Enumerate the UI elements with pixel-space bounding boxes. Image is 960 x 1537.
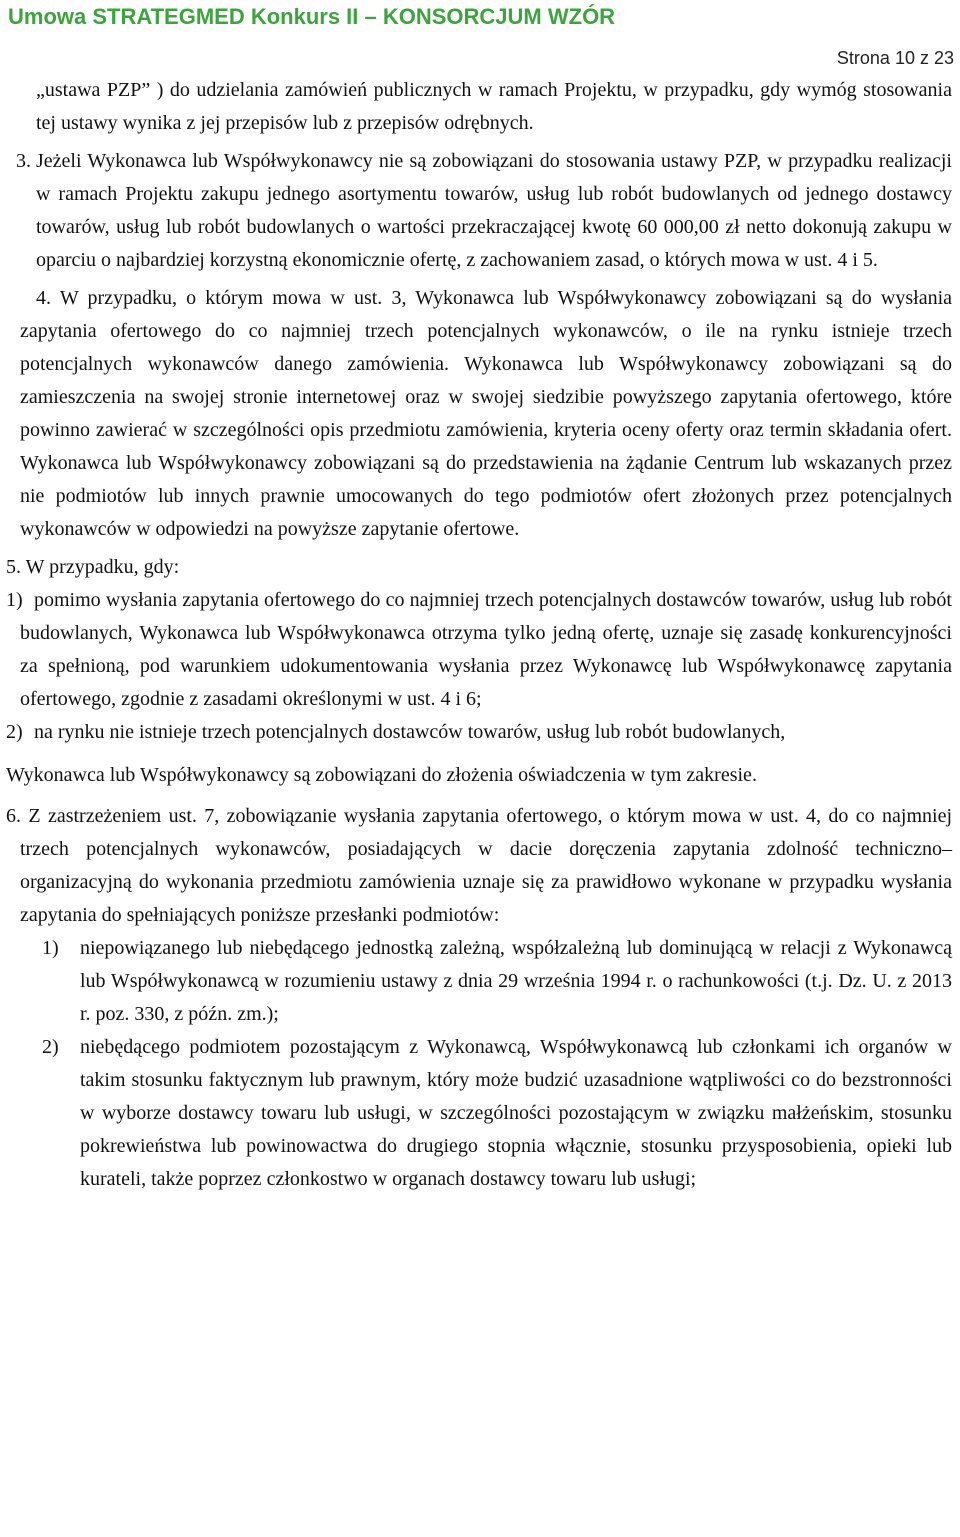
paragraph-6-item-1: [0, 932, 960, 1031]
paragraph-4-text: W przypadku, o którym mowa w ust. 3, Wykonawca lub Współwykonawcy zobowiązani są do wysłania zapytania ofertowego do co najmniej trzech potencjalnych wykonawców, o ile na rynku istnieje trzech potencjalnych wykonawców danego zamówienia. Wykonawca lub Współwykonawcy zobowiązani są do zamieszczenia na swojej stronie internetowej oraz w swojej siedzibie powyższego zapytania ofertowego, które powinno zawierać w szczególności opis przedmiotu zamówienia, kryteria oceny oferty oraz termin składania ofert. Wykonawca lub Współwykonawcy zobowiązani są do przedstawienia na żądanie Centrum lub wskazanych przez nie podmiotów lub innych prawnie umocowanych do tego podmiotów ofert złożonych przez potencjalnych wykonawców w odpowiedzi na powyższe zapytanie ofertowe.: [20, 287, 953, 540]
paragraph-6-item-2-number: 2): [42, 1036, 59, 1058]
paragraph-5-item-2-number: 2): [6, 721, 23, 743]
paragraph-6-item-2: [0, 1031, 960, 1196]
paragraph-4-number: 4.: [36, 287, 51, 309]
paragraph-5: [0, 551, 960, 584]
paragraph-4: [0, 282, 960, 546]
paragraph-6: [0, 800, 960, 932]
paragraph-5-item-1-text: pomimo wysłania zapytania ofertowego do co najmniej trzech potencjalnych dostawców towarów, usług lub robót budowlanych, Wykonawca lub Współwykonawca otrzyma tylko jedną ofertę, uznaje się zasadę konkurencyjności za spełnioną, pod warunkiem udokumentowania wysłania przez Wykonawcę lub Współwykonawcę zapytania ofertowego, zgodnie z zasadami określonymi w ust. 4 i 6;: [20, 589, 952, 710]
paragraph-6-item-1-text: niepowiązanego lub niebędącego jednostką zależną, współzależną lub dominującą w relacji z Wykonawcą lub Współwykonawcą w rozumieniu ustawy z dnia 29 września 1994 r. o rachunkowości (t.j. Dz. U. z 2013 r. poz. 330, z późn. zm.);: [80, 937, 952, 1025]
paragraph-5-item-2: [0, 716, 960, 749]
paragraph-6-text: Z zastrzeżeniem ust. 7, zobowiązanie wysłania zapytania ofertowego, o którym mowa w ust. 4, do co najmniej trzech potencjalnych wykonawców, posiadających w dacie doręczenia zapytania zdolność techniczno–organizacyjną do wykonania przedmiotu zamówienia uznaje się za prawidłowo wykonane w przypadku wysłania zapytania do spełniających poniższe przesłanki podmiotów:: [20, 805, 952, 926]
document-header-title: Umowa STRATEGMED Konkurs II – KONSORCJUM WZÓR: [8, 4, 616, 29]
paragraph-5-item-2-text: na rynku nie istnieje trzech potencjalnych dostawców towarów, usług lub robót budowlanych,: [34, 721, 786, 743]
document-body: [0, 74, 960, 1196]
paragraph-3: [0, 145, 960, 277]
paragraph-5-text: W przypadku, gdy:: [25, 556, 180, 578]
paragraph-6-item-2-text: niebędącego podmiotem pozostającym z Wykonawcą, Współwykonawcą lub członkami ich organów w takim stosunku faktycznym lub prawnym, który może budzić uzasadnione wątpliwości co do bezstronności w wyborze dostawcy towaru lub usługi, w szczególności pozostającym w związku małżeńskim, stosunku pokrewieństwa lub powinowactwa do drugiego stopnia włącznie, stosunku przysposobienia, opieki lub kurateli, także poprzez członkostwo w organach dostawcy towaru lub usługi;: [80, 1036, 952, 1190]
paragraph-5-closing: Wykonawca lub Współwykonawcy są zobowiązani do złożenia oświadczenia w tym zakresie.: [6, 764, 757, 786]
paragraph-5-item-1: [0, 584, 960, 716]
paragraph-3-number: 3.: [16, 150, 31, 172]
page-number: Strona 10 z 23: [836, 48, 954, 68]
paragraph-3-text: Jeżeli Wykonawca lub Współwykonawcy nie są zobowiązani do stosowania ustawy PZP, w przypadku realizacji w ramach Projektu zakupu jednego asortymentu towarów, usług lub robót budowlanych od jednego dostawcy towarów, usług lub robót budowlanych o wartości przekraczającej kwotę 60 000,00 zł netto dokonują zakupu w oparciu o najbardziej korzystną ekonomicznie ofertę, z zachowaniem zasad, o których mowa w ust. 4 i 5.: [36, 150, 952, 271]
paragraph-6-number: 6.: [6, 805, 21, 827]
paragraph-5-item-1-number: 1): [6, 589, 23, 611]
paragraph-5-number: 5.: [6, 556, 21, 578]
intro-paragraph: „ustawa PZP” ) do udzielania zamówień publicznych w ramach Projektu, w przypadku, gdy wymóg stosowania tej ustawy wynika z jej przepisów lub z przepisów odrębnych.: [36, 79, 952, 134]
paragraph-6-item-1-number: 1): [42, 937, 59, 959]
